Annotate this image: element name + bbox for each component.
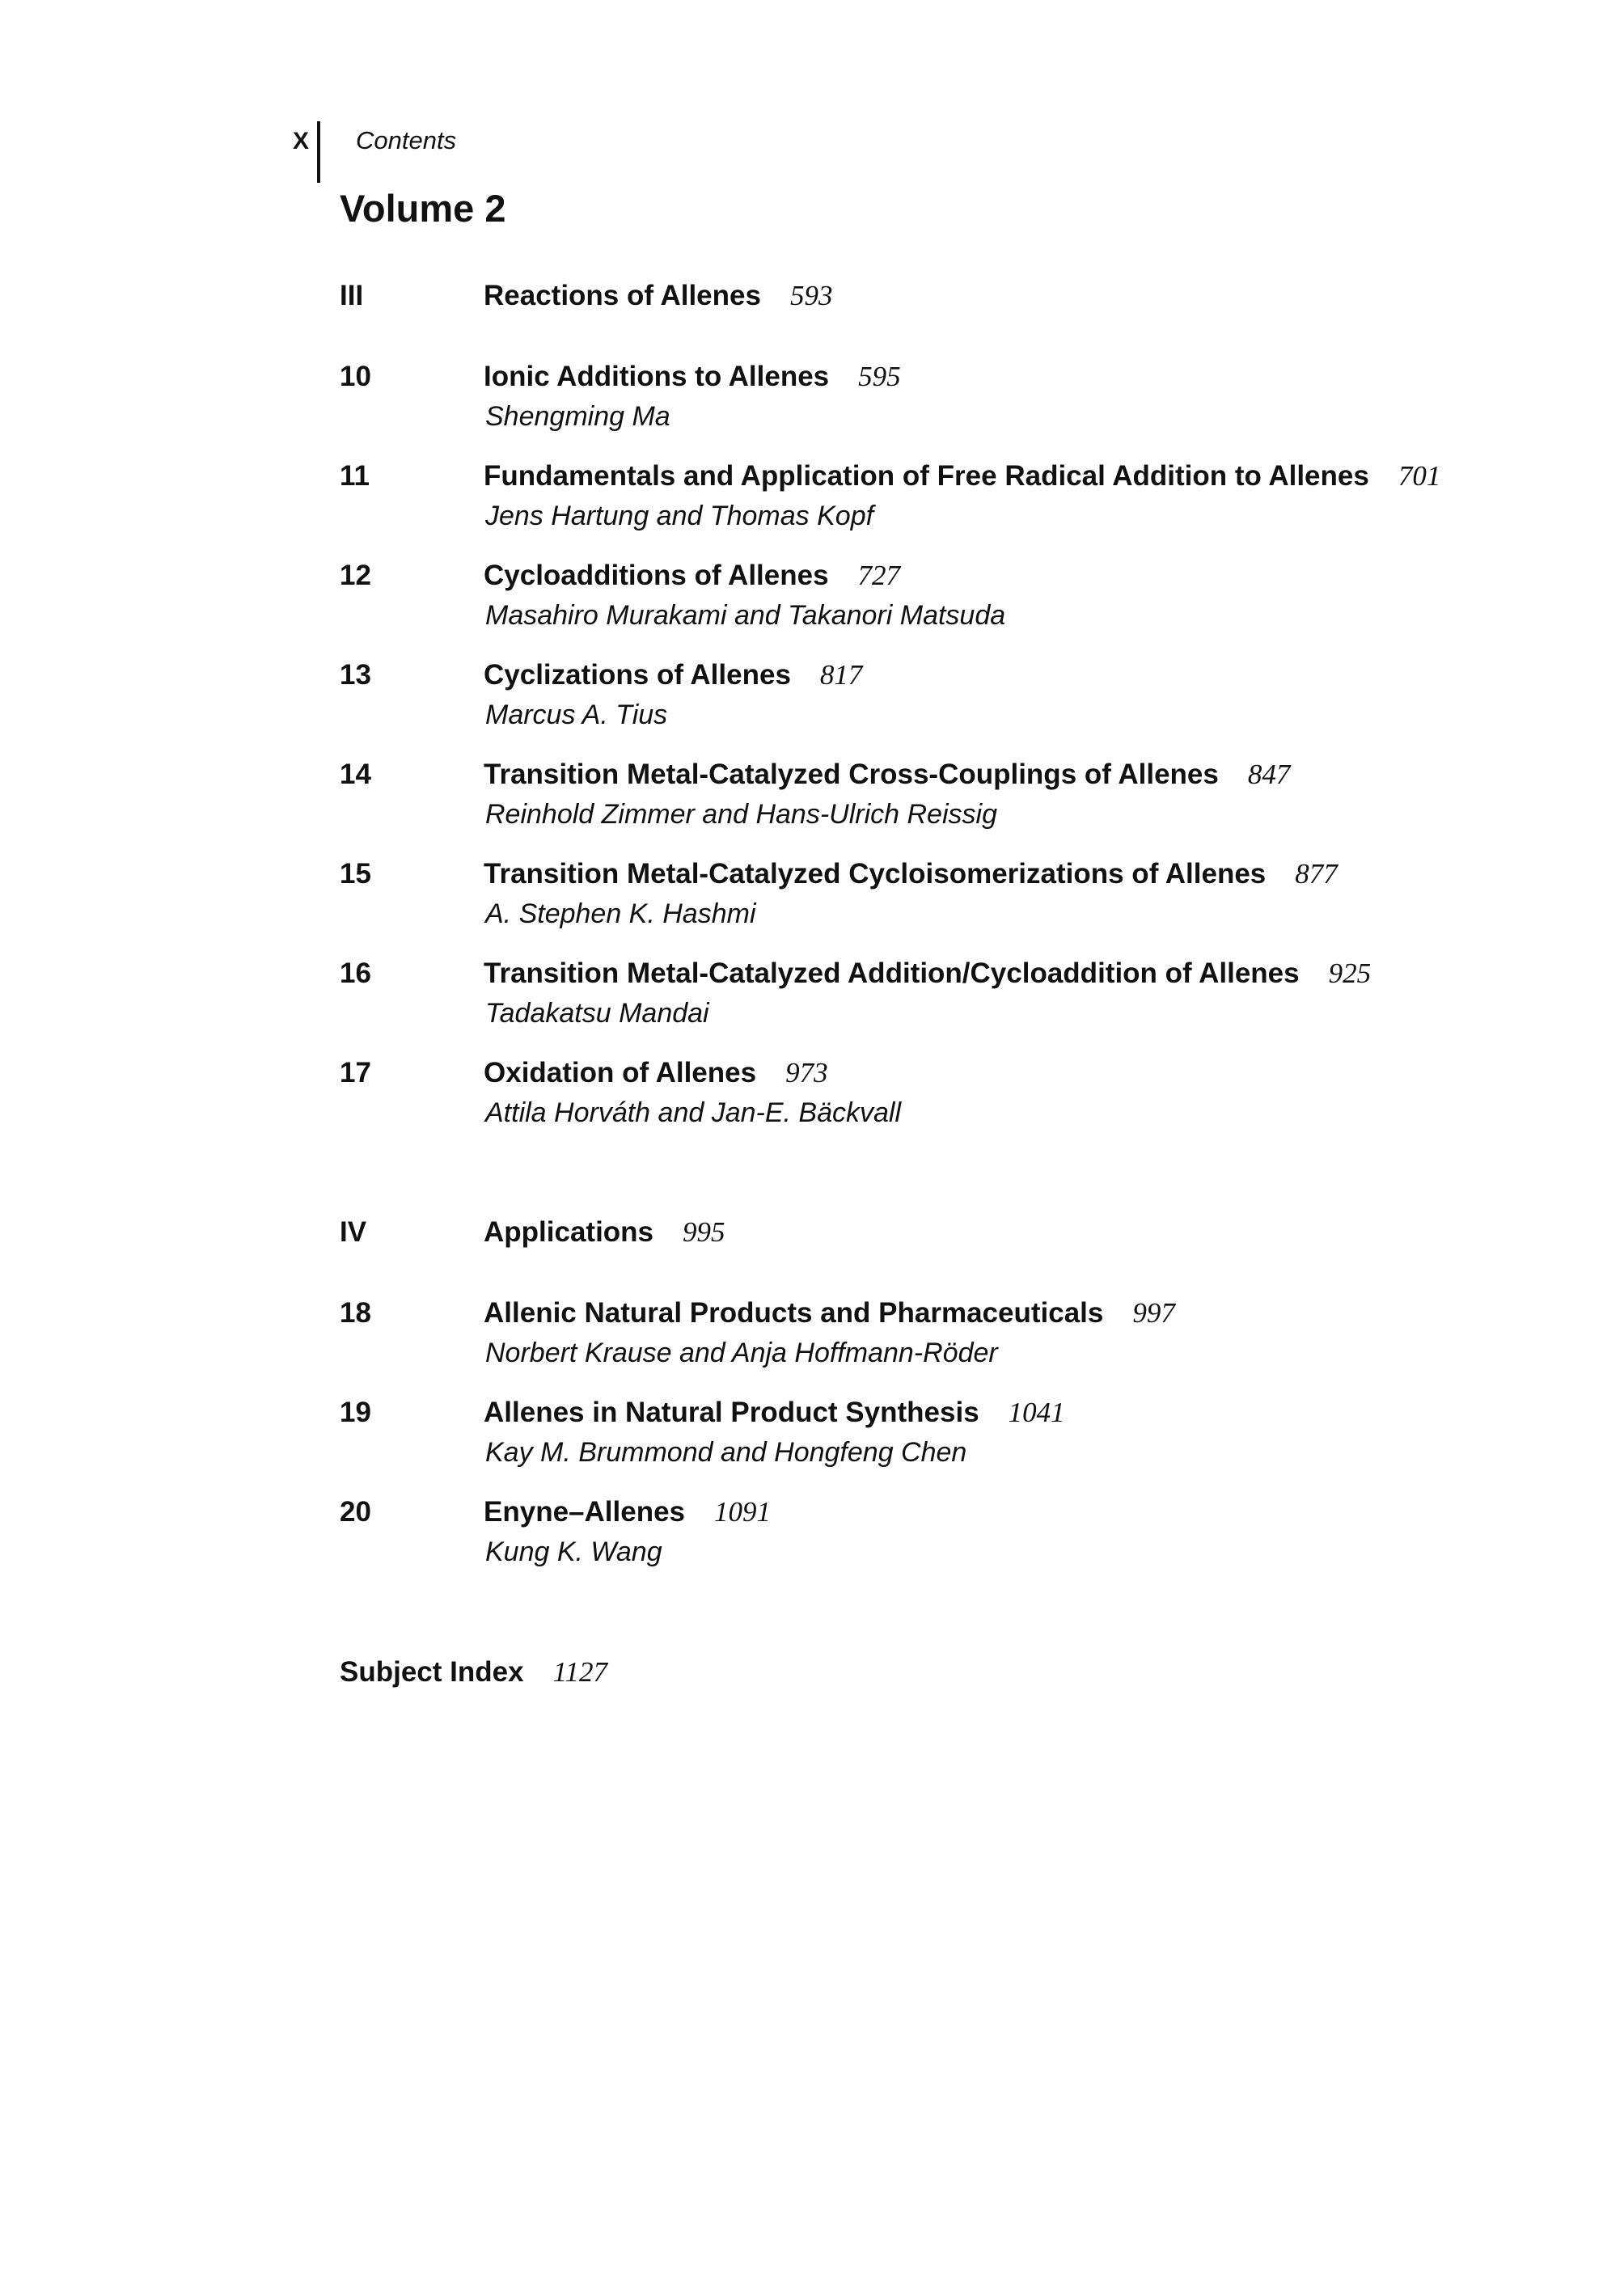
page-number: 595 — [858, 361, 901, 392]
page-number: 1091 — [714, 1496, 771, 1528]
chapter-title: Transition Metal-Catalyzed Cycloisomerizations of Allenes — [484, 858, 1267, 890]
chapter-title: Enyne–Allenes — [484, 1496, 685, 1528]
chapter-number: 12 — [340, 560, 371, 591]
chapter-number: 11 — [340, 460, 370, 492]
chapter-title: Oxidation of Allenes — [484, 1057, 757, 1088]
toc-title-line — [484, 858, 1338, 890]
chapter-author: Attila Horváth and Jan-E. Bäckvall — [485, 1097, 902, 1128]
page-number: 847 — [1247, 759, 1291, 790]
page-number: 1041 — [1008, 1397, 1065, 1428]
page-number: 701 — [1398, 460, 1441, 492]
chapter-author: Marcus A. Tius — [485, 700, 668, 730]
page-number: 1127 — [552, 1656, 607, 1688]
toc-title-line — [484, 1216, 725, 1249]
running-title: Contents — [356, 126, 457, 154]
chapter-title: Ionic Additions to Allenes — [484, 361, 830, 392]
chapter-number: 10 — [340, 361, 371, 392]
page-number: 877 — [1295, 858, 1338, 890]
toc-title-line — [484, 560, 900, 592]
chapter-author: A. Stephen K. Hashmi — [485, 898, 756, 929]
header-rule — [317, 121, 320, 183]
page-folio: X — [293, 128, 311, 154]
chapter-author: Kay M. Brummond and Hongfeng Chen — [485, 1437, 967, 1468]
chapter-number: 20 — [340, 1496, 371, 1528]
chapter-author: Masahiro Murakami and Takanori Matsuda — [485, 600, 1006, 631]
chapter-title: Allenes in Natural Product Synthesis — [484, 1397, 979, 1428]
toc-title-line — [484, 1297, 1175, 1329]
toc-title-line — [484, 280, 832, 312]
chapter-author: Norbert Krause and Anja Hoffmann-Röder — [485, 1338, 998, 1368]
page-number: 593 — [789, 280, 833, 311]
chapter-title: Transition Metal-Catalyzed Cross-Couplings of Allenes — [484, 759, 1219, 790]
chapter-number: 16 — [340, 957, 371, 989]
toc-title-line — [484, 1057, 828, 1089]
part-number: III — [340, 280, 364, 311]
page-number: 925 — [1328, 957, 1372, 989]
chapter-author: Shengming Ma — [485, 401, 670, 432]
part-number: IV — [340, 1216, 367, 1248]
page-number: 997 — [1132, 1297, 1175, 1329]
page-number: 727 — [857, 560, 901, 591]
chapter-number: 17 — [340, 1057, 371, 1088]
chapter-number: 15 — [340, 858, 371, 890]
page-number: 817 — [819, 659, 863, 691]
chapter-author: Kung K. Wang — [485, 1536, 662, 1567]
page-number: 995 — [683, 1216, 725, 1248]
chapter-number: 19 — [340, 1397, 371, 1428]
toc-title-line — [484, 1496, 771, 1528]
chapter-author: Reinhold Zimmer and Hans-Ulrich Reissig — [485, 799, 997, 830]
chapter-author: Jens Hartung and Thomas Kopf — [485, 501, 874, 531]
chapter-title: Cycloadditions of Allenes — [484, 560, 829, 591]
toc-title-line — [484, 759, 1290, 791]
chapter-number: 18 — [340, 1297, 371, 1329]
page-number: 973 — [785, 1057, 828, 1088]
toc-title-line — [484, 361, 901, 393]
chapter-title: Allenic Natural Products and Pharmaceuticals — [484, 1297, 1104, 1329]
part-title: Reactions of Allenes — [484, 280, 761, 311]
toc-title-line — [484, 659, 862, 691]
chapter-number: 13 — [340, 659, 371, 691]
toc-title-line — [484, 1397, 1065, 1429]
chapter-title: Cyclizations of Allenes — [484, 659, 791, 691]
part-title: Applications — [484, 1216, 654, 1248]
toc-title-line — [484, 957, 1371, 990]
chapter-title: Transition Metal-Catalyzed Addition/Cycloaddition of Allenes — [484, 957, 1300, 989]
chapter-author: Tadakatsu Mandai — [485, 998, 709, 1029]
chapter-title: Fundamentals and Application of Free Radical Addition to Allenes — [484, 460, 1369, 492]
chapter-number: 14 — [340, 759, 371, 790]
subject-index-title: Subject Index — [340, 1656, 524, 1688]
subject-index-entry — [340, 1656, 607, 1689]
toc-title-line — [484, 460, 1440, 492]
volume-title: Volume 2 — [340, 187, 506, 230]
